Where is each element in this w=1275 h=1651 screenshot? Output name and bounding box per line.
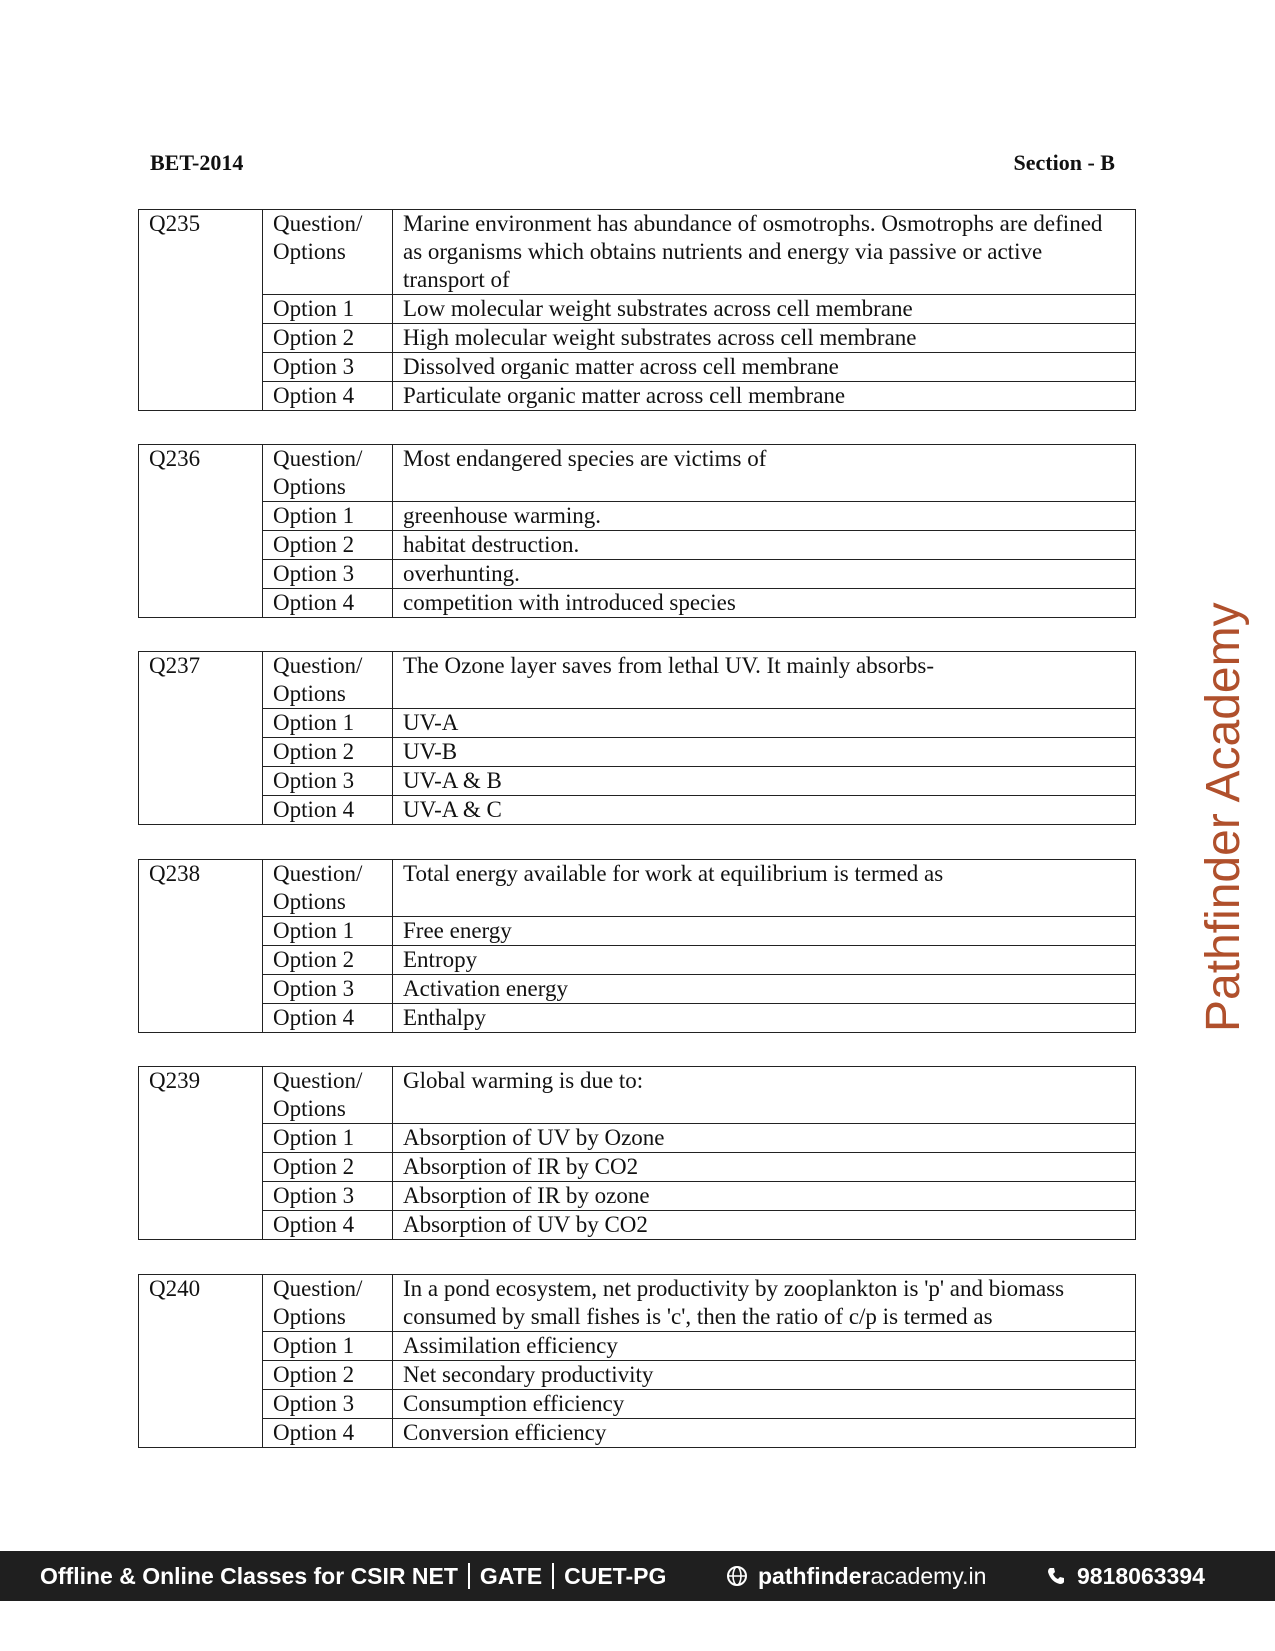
question-label: Question/ Options <box>263 860 393 917</box>
option-row <box>139 1390 1136 1419</box>
option-row <box>139 295 1136 324</box>
option-row <box>139 502 1136 531</box>
option-text: Dissolved organic matter across cell membrane <box>393 353 1136 382</box>
footer-class-csir: Offline & Online Classes for CSIR NET <box>40 1562 458 1589</box>
option-label: Option 2 <box>263 946 393 975</box>
option-label: Option 2 <box>263 324 393 353</box>
option-text: Absorption of IR by CO2 <box>393 1153 1136 1182</box>
option-text: Absorption of IR by ozone <box>393 1182 1136 1211</box>
question-id: Q237 <box>139 652 263 825</box>
option-row <box>139 1361 1136 1390</box>
footer-phone[interactable] <box>1045 1563 1205 1590</box>
question-table <box>138 651 1136 825</box>
option-text: Activation energy <box>393 975 1136 1004</box>
phone-number: 9818063394 <box>1077 1562 1205 1589</box>
question-label: Question/ Options <box>263 652 393 709</box>
option-text: Conversion efficiency <box>393 1419 1136 1448</box>
question-table <box>138 859 1136 1033</box>
option-text: competition with introduced species <box>393 589 1136 618</box>
watermark: Pathfinder Academy <box>1197 602 1250 1032</box>
question-label: Question/ Options <box>263 445 393 502</box>
option-row <box>139 1182 1136 1211</box>
question-row <box>139 1067 1136 1124</box>
option-row <box>139 531 1136 560</box>
question-text: Marine environment has abundance of osmotrophs. Osmotrophs are defined as organisms which obtains nutrients and energy via passive or active transport of <box>393 210 1136 295</box>
option-text: High molecular weight substrates across cell membrane <box>393 324 1136 353</box>
section-title: Section - B <box>1013 150 1115 175</box>
option-text: Entropy <box>393 946 1136 975</box>
option-row <box>139 917 1136 946</box>
question-text: Most endangered species are victims of <box>393 445 1136 502</box>
question-row <box>139 652 1136 709</box>
option-label: Option 3 <box>263 353 393 382</box>
question-row <box>139 210 1136 295</box>
option-row <box>139 324 1136 353</box>
option-text: Absorption of UV by Ozone <box>393 1124 1136 1153</box>
option-row <box>139 1153 1136 1182</box>
footer-class-cuet: CUET-PG <box>564 1562 667 1589</box>
option-text: UV-B <box>393 738 1136 767</box>
option-row <box>139 738 1136 767</box>
option-row <box>139 975 1136 1004</box>
option-row <box>139 560 1136 589</box>
option-label: Option 1 <box>263 709 393 738</box>
option-row <box>139 709 1136 738</box>
question-table <box>138 1274 1136 1448</box>
option-label: Option 1 <box>263 502 393 531</box>
footer-classes <box>40 1563 666 1590</box>
question-row <box>139 1275 1136 1332</box>
option-label: Option 3 <box>263 1182 393 1211</box>
divider <box>468 1563 470 1589</box>
option-label: Option 3 <box>263 560 393 589</box>
option-text: Free energy <box>393 917 1136 946</box>
option-label: Option 4 <box>263 796 393 825</box>
question-row <box>139 445 1136 502</box>
option-row <box>139 382 1136 411</box>
option-label: Option 4 <box>263 1211 393 1240</box>
option-label: Option 2 <box>263 531 393 560</box>
option-row <box>139 767 1136 796</box>
option-text: UV-A & B <box>393 767 1136 796</box>
question-id: Q239 <box>139 1067 263 1240</box>
question-id: Q238 <box>139 860 263 1033</box>
question-id: Q236 <box>139 445 263 618</box>
footer-class-gate: GATE <box>479 1562 543 1589</box>
option-label: Option 4 <box>263 1004 393 1033</box>
question-text: Total energy available for work at equilibrium is termed as <box>393 860 1136 917</box>
site-name-bold: pathfinder <box>758 1562 871 1589</box>
phone-icon <box>1045 1565 1067 1587</box>
option-text: Net secondary productivity <box>393 1361 1136 1390</box>
option-text: Particulate organic matter across cell membrane <box>393 382 1136 411</box>
question-text: In a pond ecosystem, net productivity by zooplankton is 'p' and biomass consumed by small fishes is 'c', then the ratio of c/p is termed as <box>393 1275 1136 1332</box>
option-label: Option 2 <box>263 1361 393 1390</box>
option-text: Enthalpy <box>393 1004 1136 1033</box>
globe-icon <box>726 1565 748 1587</box>
question-label: Question/ Options <box>263 210 393 295</box>
question-text: The Ozone layer saves from lethal UV. It mainly absorbs- <box>393 652 1136 709</box>
question-id: Q240 <box>139 1275 263 1448</box>
question-row <box>139 860 1136 917</box>
option-text: overhunting. <box>393 560 1136 589</box>
question-table <box>138 444 1136 618</box>
option-text: habitat destruction. <box>393 531 1136 560</box>
site-name-rest: academy.in <box>870 1562 987 1589</box>
question-id: Q235 <box>139 210 263 411</box>
option-row <box>139 796 1136 825</box>
option-text: UV-A <box>393 709 1136 738</box>
option-label: Option 3 <box>263 1390 393 1419</box>
option-label: Option 1 <box>263 1124 393 1153</box>
question-table <box>138 1066 1136 1240</box>
option-text: Assimilation efficiency <box>393 1332 1136 1361</box>
option-text: Consumption efficiency <box>393 1390 1136 1419</box>
question-label: Question/ Options <box>263 1275 393 1332</box>
option-text: Absorption of UV by CO2 <box>393 1211 1136 1240</box>
option-row <box>139 1124 1136 1153</box>
option-row <box>139 946 1136 975</box>
option-label: Option 3 <box>263 767 393 796</box>
question-table <box>138 209 1136 411</box>
option-label: Option 4 <box>263 589 393 618</box>
question-label: Question/ Options <box>263 1067 393 1124</box>
option-row <box>139 1332 1136 1361</box>
option-label: Option 4 <box>263 1419 393 1448</box>
option-text: UV-A & C <box>393 796 1136 825</box>
footer-website[interactable] <box>726 1563 986 1590</box>
option-row <box>139 1004 1136 1033</box>
option-row <box>139 589 1136 618</box>
question-text: Global warming is due to: <box>393 1067 1136 1124</box>
page-header <box>150 150 1115 176</box>
divider <box>552 1563 554 1589</box>
option-label: Option 2 <box>263 738 393 767</box>
option-label: Option 3 <box>263 975 393 1004</box>
option-label: Option 1 <box>263 295 393 324</box>
option-text: greenhouse warming. <box>393 502 1136 531</box>
option-label: Option 4 <box>263 382 393 411</box>
footer-banner <box>0 1551 1275 1601</box>
option-row <box>139 1211 1136 1240</box>
exam-title: BET-2014 <box>150 150 244 175</box>
option-row <box>139 353 1136 382</box>
option-label: Option 1 <box>263 1332 393 1361</box>
option-label: Option 1 <box>263 917 393 946</box>
option-row <box>139 1419 1136 1448</box>
option-label: Option 2 <box>263 1153 393 1182</box>
option-text: Low molecular weight substrates across cell membrane <box>393 295 1136 324</box>
